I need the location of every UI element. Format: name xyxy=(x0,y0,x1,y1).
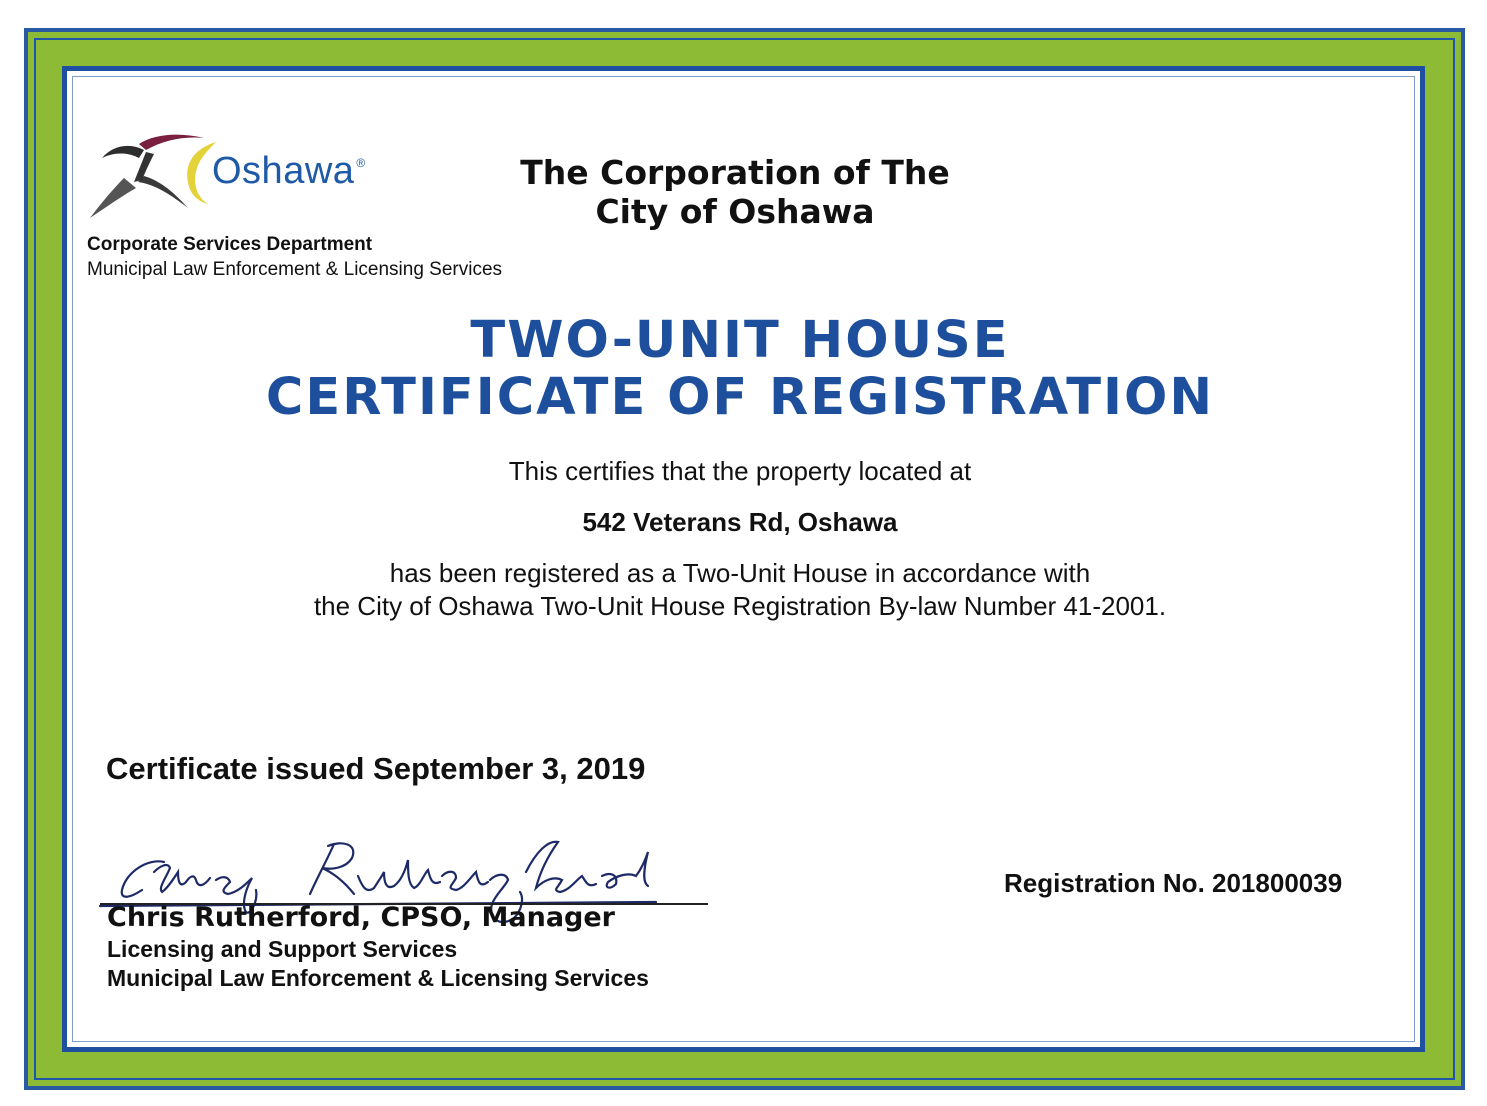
oshawa-wordmark xyxy=(212,150,366,193)
signer-unit: Licensing and Support Services xyxy=(107,936,458,962)
department-name: Corporate Services Department xyxy=(87,234,373,255)
corporation-heading xyxy=(470,153,1000,231)
corporation-line-2: City of Oshawa xyxy=(595,192,875,231)
certifies-text: This certifies that the property located at xyxy=(508,456,972,486)
issue-date: Certificate issued September 3, 2019 xyxy=(106,751,646,786)
property-address: 542 Veterans Rd, Oshawa xyxy=(582,507,898,537)
logo-text: Oshawa xyxy=(212,150,355,192)
title-line-1: TWO-UNIT HOUSE xyxy=(470,311,1010,370)
registration-number: Registration No. 201800039 xyxy=(1004,868,1343,898)
department-sub: Municipal Law Enforcement & Licensing Services xyxy=(87,259,503,280)
registered-text-1: has been registered as a Two-Unit House in accordance with xyxy=(389,558,1091,588)
registered-mark: ® xyxy=(356,156,366,170)
signer-name: Chris Rutherford, CPSO, Manager xyxy=(107,902,615,933)
oshawa-logo-icon xyxy=(84,122,224,232)
signer-division: Municipal Law Enforcement & Licensing Services xyxy=(107,965,649,991)
registered-text-2: the City of Oshawa Two-Unit House Registration By-law Number 41-2001. xyxy=(313,591,1167,621)
title-line-2: CERTIFICATE OF REGISTRATION xyxy=(265,368,1215,427)
corporation-line-1: The Corporation of The xyxy=(520,153,950,192)
certificate-title xyxy=(90,312,1390,426)
